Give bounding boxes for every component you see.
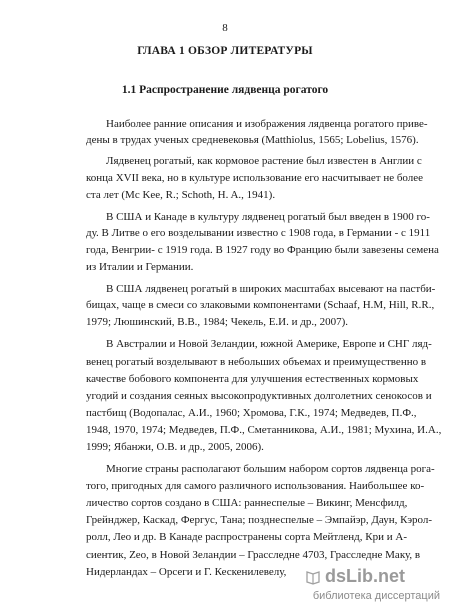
text-line: Грейнджер, Каскад, Фергус, Тана; позднеспелые – Эмпайэр, Даун, Кэрол-	[86, 514, 433, 526]
text-line: Лядвенец рогатый, как кормовое растение был известен в Англии с	[106, 155, 422, 167]
text-line: В США лядвенец рогатый в широких масштабах высевают на пастби-	[106, 283, 436, 295]
text-line: пастбищ (Водопалас, А.И., 1960; Хромова, Г.К., 1974; Медведев, П.Ф.,	[86, 407, 417, 419]
text-line: из Италии и Германии.	[86, 261, 194, 273]
text-line: Многие страны располагают большим набором сортов лядвенца рога-	[106, 463, 435, 475]
text-line: года, Венгрии- с 1919 года. В 1927 году во Францию были завезены семена	[86, 244, 439, 256]
text-line: ста лет (Mc Kee, R.; Schoth, H. A., 1941).	[86, 189, 276, 201]
watermark-subtitle: библиотека диссертаций	[312, 590, 440, 602]
text-line: угодий и создания сеяных высокопродуктивных долголетних сенокосов и	[86, 390, 432, 402]
text-line: бищах, чаще в смеси со злаковыми компонентами (Schaaf, H.M, Hill, R.R.,	[86, 299, 435, 311]
chapter-title: ГЛАВА 1 ОБЗОР ЛИТЕРАТУРЫ	[137, 45, 313, 57]
text-line: венец рогатый возделывают в небольших объемах и преимущественно в	[86, 356, 427, 368]
text-line: того, пригодных для самого различного использования. Наибольшее ко-	[86, 480, 425, 492]
text-line: конца XVII века, но в культуре использование его насчитывает не более	[86, 172, 424, 184]
text-line: сиентик, Zeo, в Новой Зеландии – Грасследне 4703, Грасследне Маку, в	[86, 549, 421, 561]
book-icon	[305, 569, 321, 585]
text-line: дены в трудах ученых средневековья (Matthiolus, 1565; Lobelius, 1576).	[86, 134, 419, 146]
text-line: ду. В Литве о его возделывании известно с 1908 года, в Германии - с 1911	[86, 227, 431, 239]
text-line: 1999; Ябанжи, О.В. и др., 2005, 2006).	[86, 441, 264, 453]
text-line: В Австралии и Новой Зеландии, южной Америке, Европе и СНГ ляд-	[106, 338, 432, 350]
text-line: 1948, 1970, 1974; Медведев, П.Ф., Сметанникова, А.И., 1981; Мухина, И.А.,	[86, 424, 442, 436]
text-line: В США и Канаде в культуру лядвенец рогатый был введен в 1900 го-	[106, 211, 430, 223]
text-line: ролл, Лео и др. В Канаде распространены сорта Мейтленд, Кри и А-	[86, 531, 407, 543]
watermark-logo-text: dsLib.net	[325, 566, 405, 586]
text-line: Наиболее ранние описания и изображения лядвенца рогатого приве-	[106, 118, 428, 130]
text-line: личество сортов создано в США: раннеспелые – Викинг, Менсфилд,	[86, 497, 408, 509]
page-number: 8	[222, 22, 228, 34]
text-line: Нидерландах – Орсеги и Г. Кескенилевелу,	[86, 566, 287, 578]
section-title: 1.1 Распространение лядвенца рогатого	[121, 84, 329, 96]
text-line: 1979; Люшинский, В.В., 1984; Чекель, Е.И. и др., 2007).	[86, 316, 349, 328]
watermark-logo	[305, 566, 440, 588]
text-line: качестве бобового компонента для улучшения естественных кормовых	[86, 373, 419, 385]
watermark	[305, 566, 440, 610]
